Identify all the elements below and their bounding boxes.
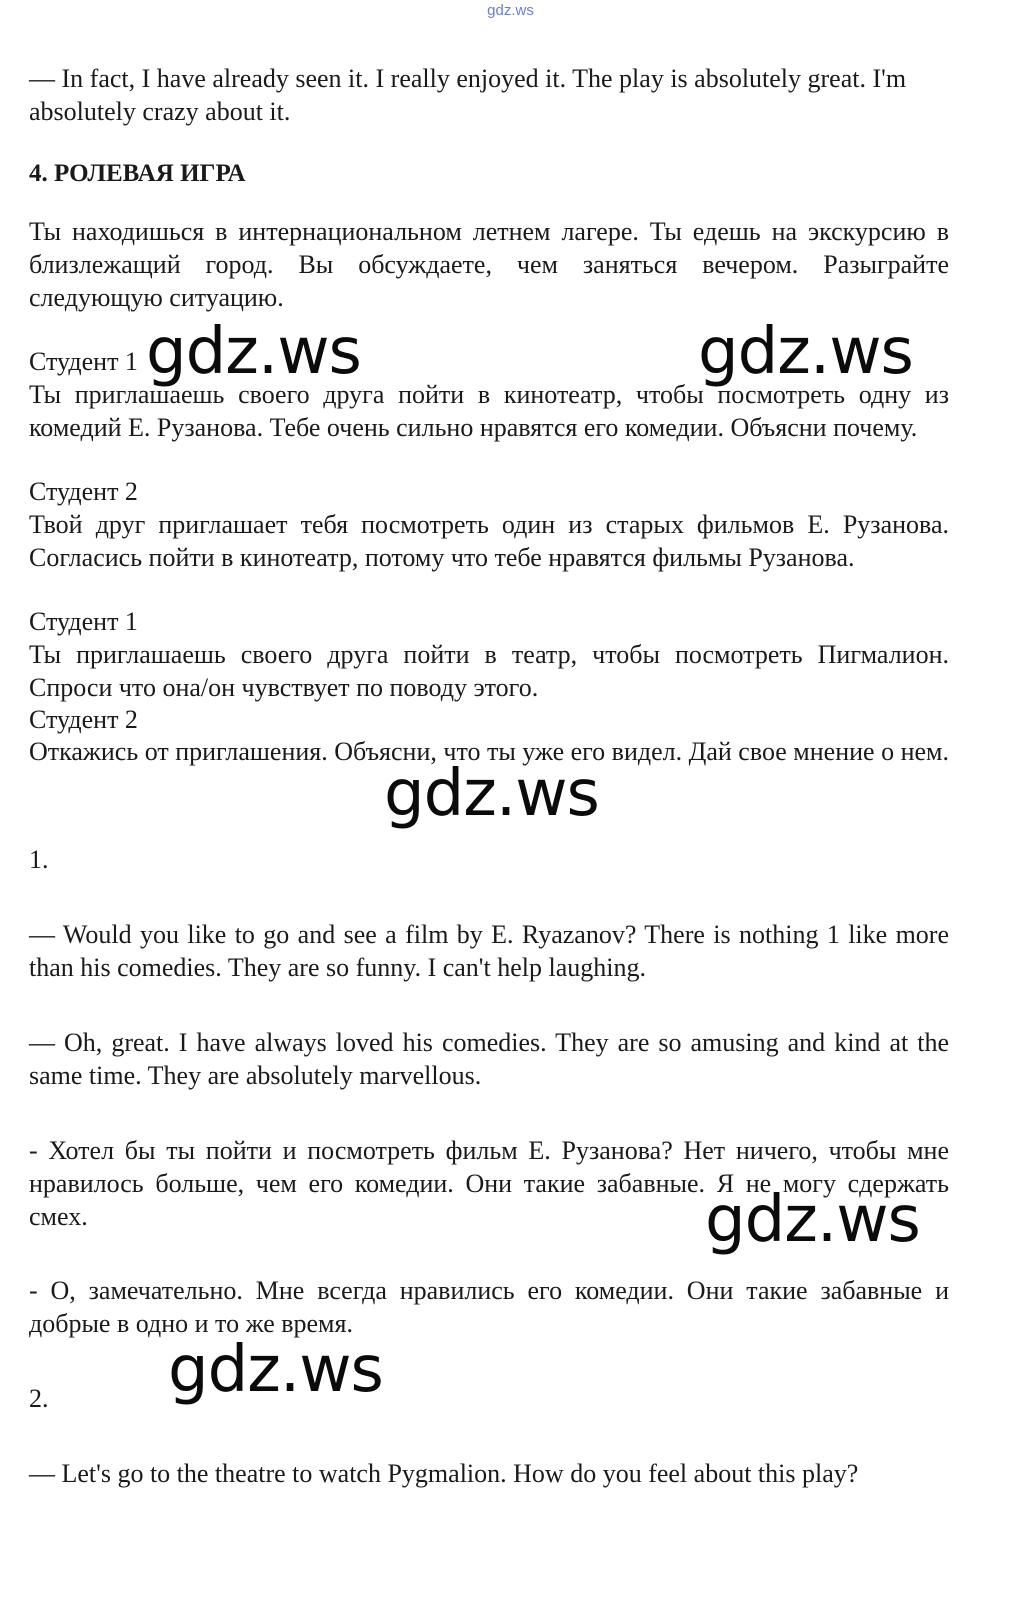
role-text: Откажись от приглашения. Объясни, что ты уже его видел. Дай свое мнение о нем. bbox=[29, 737, 949, 766]
role-text: Твой друг приглашает тебя посмотреть один из старых фильмов Е. Рузанова. Согласись пойти в кинотеатр, потому что тебе нравятся фильмы Рузанова. bbox=[29, 510, 949, 572]
dialogue-line: - Хотел бы ты пойти и посмотреть фильм Е. Рузанова? Нет ничего, чтобы мне нравилось больше, чем его комедии. Они такие забавные. Я не могу сдержать смех. bbox=[29, 1136, 949, 1231]
watermark: gdz.ws bbox=[384, 757, 599, 831]
role-text: Ты приглашаешь своего друга пойти в кинотеатр, чтобы посмотреть одну из комедий Е. Рузанова. Тебе очень сильно нравятся его комедии. Объясни почему. bbox=[29, 380, 949, 442]
watermark: gdz.ws bbox=[146, 315, 361, 389]
role-label: Студент 1 bbox=[29, 607, 138, 636]
dialogue-number: 2. bbox=[29, 1384, 49, 1413]
role-label: Студент 1 bbox=[29, 347, 138, 376]
watermark: gdz.ws bbox=[698, 315, 913, 389]
section-title: 4. РОЛЕВАЯ ИГРА bbox=[29, 160, 246, 187]
role-label: Студент 2 bbox=[29, 705, 138, 734]
role-label: Студент 2 bbox=[29, 477, 138, 506]
instructions: Ты находишься в интернациональном летнем лагере. Ты едешь на экскурсию в близлежащий город. Вы обсуждаете, чем заняться вечером. Разыграйте следующую ситуацию. bbox=[29, 217, 949, 312]
dialogue-number: 1. bbox=[29, 845, 49, 874]
watermark: gdz.ws bbox=[705, 1183, 920, 1257]
intro-reply: — In fact, I have already seen it. I really enjoyed it. The play is absolutely great. I'm absolutely crazy about it. bbox=[29, 64, 907, 126]
watermark: gdz.ws bbox=[168, 1333, 383, 1407]
dialogue-line: — Would you like to go and see a film by E. Ryazanov? There is nothing 1 like more than his comedies. They are so funny. I can't help laughing. bbox=[29, 920, 949, 982]
dialogue-line: — Oh, great. I have always loved his comedies. They are so amusing and kind at the same time. They are absolutely marvellous. bbox=[29, 1028, 949, 1090]
dialogue-line: — Let's go to the theatre to watch Pygmalion. How do you feel about this play? bbox=[29, 1459, 859, 1488]
dialogue-line: - О, замечательно. Мне всегда нравились его комедии. Они такие забавные и добрые в одно и то же время. bbox=[29, 1276, 949, 1338]
role-text: Ты приглашаешь своего друга пойти в театр, чтобы посмотреть Пигмалион. Спроси что она/он чувствует по поводу этого. bbox=[29, 640, 949, 702]
site-mark[interactable]: gdz.ws bbox=[487, 2, 534, 19]
